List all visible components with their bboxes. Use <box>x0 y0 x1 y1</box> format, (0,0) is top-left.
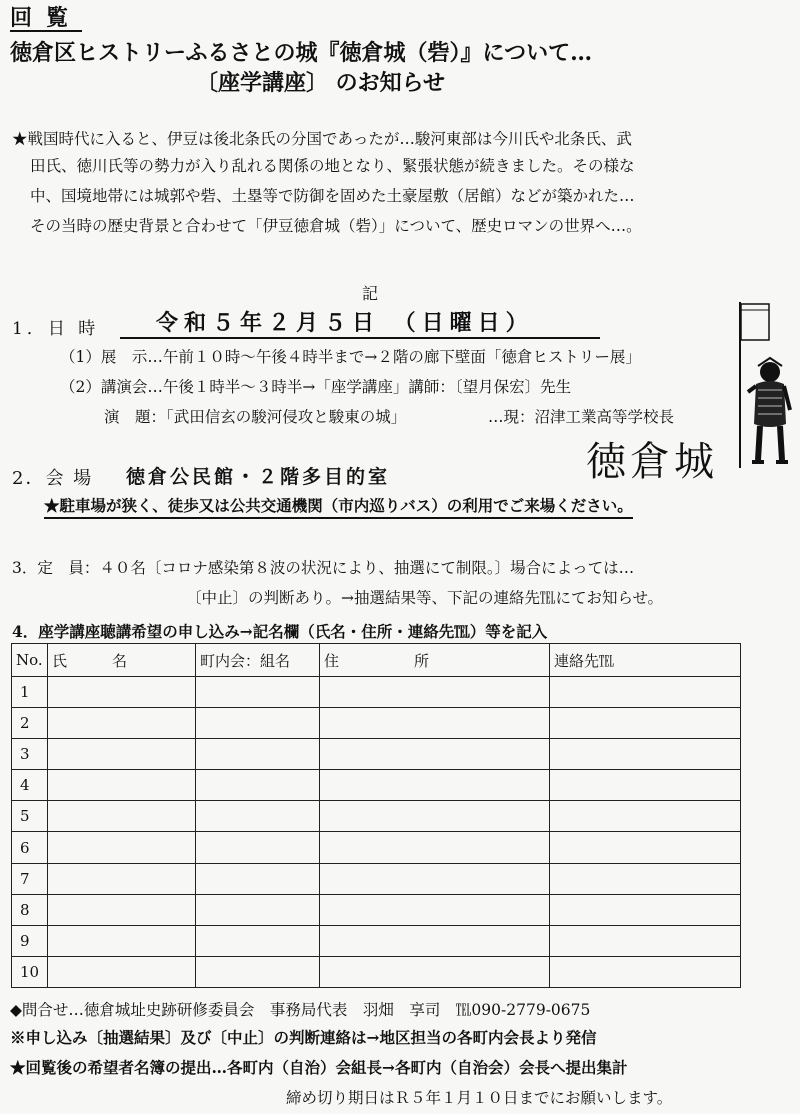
section1-label: 1．日 時 <box>12 319 100 339</box>
phone-cell[interactable] <box>550 770 741 801</box>
column-header-group: 町内会：組名 <box>196 644 320 677</box>
cancellation-info: 〔中止〕の判断あり。→抽選結果等、下記の連絡先℡にてお知らせ。 <box>186 589 664 607</box>
address-cell[interactable] <box>320 863 550 894</box>
address-cell[interactable] <box>320 894 550 925</box>
parking-note: ★駐車場が狭く、徒歩又は公共交通機関（市内巡りバス）の利用でご来場ください。 <box>44 496 633 519</box>
row-number: 7 <box>12 863 48 894</box>
samurai-figure-illustration <box>730 300 792 470</box>
event-date: 令和５年２月５日 （日曜日） <box>120 306 600 339</box>
phone-cell[interactable] <box>550 894 741 925</box>
lecture-theme: 演 題：「武田信玄の駿河侵攻と駿東の城」 <box>104 408 407 426</box>
name-cell[interactable] <box>48 801 196 832</box>
group-cell[interactable] <box>196 894 320 925</box>
table-row <box>12 677 741 708</box>
name-cell[interactable] <box>48 770 196 801</box>
address-cell[interactable] <box>320 708 550 739</box>
intro-line-2: 田氏、徳川氏等の勢力が入り乱れる関係の地となり、緊張状態が続きました。その様な <box>30 157 635 175</box>
row-number: 10 <box>12 956 48 987</box>
table-row <box>12 925 741 956</box>
row-number: 2 <box>12 708 48 739</box>
circular-label: 回覧 <box>10 5 83 31</box>
address-cell[interactable] <box>320 832 550 863</box>
intro-line-4: その当時の歴史背景と合わせて「伊豆徳倉城（砦）」について、歴史ロマンの世界へ…。 <box>30 217 642 235</box>
name-cell[interactable] <box>48 894 196 925</box>
lecture-info: （2）講演会…午後１時半～３時半→「座学講座」講師：〔望月保宏〕先生 <box>60 378 572 396</box>
lecturer-title: …現：沼津工業高等学校長 <box>488 408 675 426</box>
row-number: 4 <box>12 770 48 801</box>
capacity-info: 3．定 員：４０名〔コロナ感染第８波の状況により、抽選にて制限。〕場合によっては… <box>12 559 635 577</box>
row-number: 5 <box>12 801 48 832</box>
group-cell[interactable] <box>196 770 320 801</box>
group-cell[interactable] <box>196 956 320 987</box>
phone-cell[interactable] <box>550 677 741 708</box>
address-cell[interactable] <box>320 770 550 801</box>
phone-cell[interactable] <box>550 801 741 832</box>
group-cell[interactable] <box>196 708 320 739</box>
submission-instructions: ★回覧後の希望者名簿の提出…各町内（自治）会組長→各町内（自治会）会長へ提出集計 <box>10 1058 628 1077</box>
table-row <box>12 801 741 832</box>
contact-info: ◆問合せ…徳倉城址史跡研修委員会 事務局代表 羽畑 享司 ℡090-2779-0675 <box>10 1001 591 1019</box>
phone-cell[interactable] <box>550 739 741 770</box>
intro-line-3: 中、国境地帯には城郭や砦、土塁等で防御を固めた土豪屋敷（居館）などが築かれた… <box>30 187 635 205</box>
table-row <box>12 739 741 770</box>
intro-line-1: ★戦国時代に入ると、伊豆は後北条氏の分国であったが…駿河東部は今川氏や北条氏、武 <box>12 130 632 148</box>
column-header-name: 氏 名 <box>48 644 196 677</box>
address-cell[interactable] <box>320 925 550 956</box>
table-row <box>12 708 741 739</box>
table-row <box>12 770 741 801</box>
table-row <box>12 894 741 925</box>
section2-label: 2．会 場 <box>12 468 94 489</box>
name-cell[interactable] <box>48 925 196 956</box>
group-cell[interactable] <box>196 739 320 770</box>
row-number: 1 <box>12 677 48 708</box>
group-cell[interactable] <box>196 925 320 956</box>
deadline-notice: 締め切り期日はＲ５年１月１０日までにお願いします。 <box>286 1089 673 1107</box>
address-cell[interactable] <box>320 677 550 708</box>
name-cell[interactable] <box>48 832 196 863</box>
phone-cell[interactable] <box>550 956 741 987</box>
group-cell[interactable] <box>196 832 320 863</box>
row-number: 6 <box>12 832 48 863</box>
group-cell[interactable] <box>196 801 320 832</box>
row-number: 3 <box>12 739 48 770</box>
venue: 徳倉公民館・２階多目的室 <box>126 466 391 488</box>
group-cell[interactable] <box>196 863 320 894</box>
phone-cell[interactable] <box>550 863 741 894</box>
document-title: 徳倉区ヒストリーふるさとの城『徳倉城（砦）』について… <box>10 40 593 66</box>
phone-cell[interactable] <box>550 832 741 863</box>
group-cell[interactable] <box>196 677 320 708</box>
address-cell[interactable] <box>320 956 550 987</box>
castle-calligraphy: 徳倉城 <box>586 439 718 485</box>
name-cell[interactable] <box>48 739 196 770</box>
address-cell[interactable] <box>320 801 550 832</box>
name-cell[interactable] <box>48 708 196 739</box>
table-row <box>12 956 741 987</box>
column-header-phone: 連絡先℡ <box>550 644 741 677</box>
address-cell[interactable] <box>320 739 550 770</box>
name-cell[interactable] <box>48 956 196 987</box>
row-number: 9 <box>12 925 48 956</box>
table-header-row <box>12 644 741 677</box>
phone-cell[interactable] <box>550 925 741 956</box>
name-cell[interactable] <box>48 863 196 894</box>
registration-heading: 4．座学講座聴講希望の申し込み→記名欄（氏名・住所・連絡先℡）等を記入 <box>12 622 548 641</box>
table-row <box>12 863 741 894</box>
table-row <box>12 832 741 863</box>
phone-cell[interactable] <box>550 708 741 739</box>
ki-heading: 記 <box>362 284 379 303</box>
name-cell[interactable] <box>48 677 196 708</box>
row-number: 8 <box>12 894 48 925</box>
registration-table <box>11 643 741 988</box>
column-header-address: 住 所 <box>320 644 550 677</box>
document-subtitle: 〔座学講座〕 のお知らせ <box>196 70 446 96</box>
notification-notice: ※申し込み〔抽選結果〕及び〔中止〕の判断連絡は→地区担当の各町内会長より発信 <box>10 1028 597 1047</box>
column-header-no: No. <box>12 644 48 677</box>
exhibit-info: （1）展 示…午前１０時～午後４時半まで→２階の廊下壁面「徳倉ヒストリー展」 <box>60 348 641 366</box>
